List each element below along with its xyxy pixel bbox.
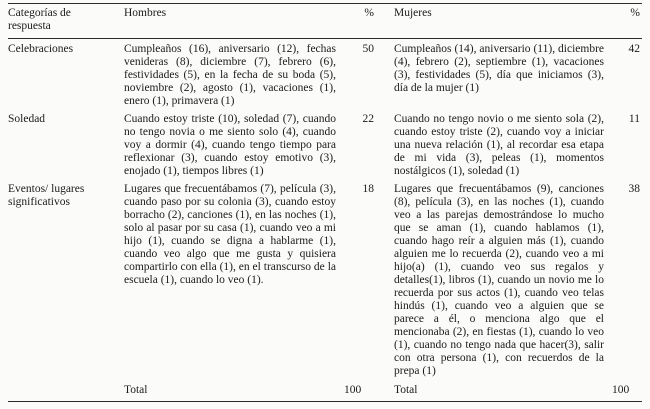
header-hombres: Hombres — [124, 4, 344, 39]
header-mujeres: Mujeres — [376, 4, 612, 39]
mujeres-pct-cell: 11 — [628, 113, 640, 125]
category-cell: Celebraciones — [8, 43, 74, 55]
header-categoria — [8, 4, 124, 39]
table-row-soledad — [8, 109, 642, 179]
category-cell — [8, 379, 124, 402]
mujeres-pct-cell: 42 — [628, 43, 640, 55]
table-row-celebraciones — [8, 39, 642, 110]
header-pct-hombres: % — [344, 4, 376, 39]
header-categoria-label: Categorías de respuesta — [8, 7, 71, 32]
header-row — [8, 4, 642, 39]
header-pct-mujeres: % — [612, 4, 642, 39]
mujeres-cell: Cuando no tengo novio o me siento sola (2), cuando estoy triste (2), cuando voy a iniciar una nueva relación (1), al recordar esa etapa de mi vida (3), peleas (1), momentos nostálgicos (1), soledad (1) — [394, 113, 604, 177]
table-header — [8, 4, 642, 39]
category-cell: Soledad — [8, 113, 46, 125]
hombres-cell: Lugares que frecuentábamos (7), película (3), cuando paso por su colonia (3), cuando estoy borracho (2), canciones (1), en las noches (1), solo al pasar por su casa (1), cuando veo a mi hijo (1), cuando se digna a hablarme (1), cuando veo algo que me gusta y quisiera compartirlo con ella (1), en el transcurso de la escuela (1), cuando lo veo (1). — [124, 183, 336, 286]
hombres-pct-cell: 22 — [362, 113, 374, 125]
mujeres-cell: Cumpleaños (14), aniversario (11), diciembre (4), febrero (2), septiembre (1), vacaciones (3), festividades (5), día que iniciamos (3), día de la mujer (1) — [394, 43, 604, 94]
mujeres-total-pct-cell: 100 — [612, 379, 642, 402]
mujeres-total-label: Total — [376, 379, 612, 402]
response-categories-table — [8, 3, 642, 402]
hombres-cell: Cuando estoy triste (10), soledad (7), cuando no tengo novia o me siento solo (4), cuando voy a dormir (4), cuando tengo tiempo para reflexionar (3), cuando estoy emotivo (3), enojado (1), tiempos libres (1) — [124, 113, 336, 177]
table-body — [8, 39, 642, 402]
hombres-total-pct-cell: 100 — [344, 379, 376, 402]
hombres-total-label: Total — [124, 379, 344, 402]
category-cell: Eventos/ lugares significativos — [8, 183, 85, 208]
mujeres-cell: Lugares que frecuentábamos (9), canciones (8), película (3), en las noches (1), cuando veo a las parejas demostrándose lo mucho que se aman (1), cuando hablamos (1), cuando hago reír a alguien más (1), cuando alguien me lo recuerda (2), cuando veo a mi hijo(a) (1), cuando veo sus regalos y detalles(1), libros (1), cuando un novio me lo recuerda por sus actos (1), cuando veo telas hindús (1), cuando veo a alguien que se parece a él, o menciona algo que el mencionaba (2), en fiestas (1), cuando lo veo (1), cuando no tengo nada que hacer(3), salir con otra persona (1), con recuerdos de la prepa (1) — [394, 183, 604, 377]
hombres-pct-cell: 50 — [362, 43, 374, 55]
mujeres-pct-cell: 38 — [628, 183, 640, 195]
table-row-total — [8, 379, 642, 402]
table-row-eventos-lugares — [8, 179, 642, 379]
hombres-pct-cell: 18 — [362, 183, 374, 195]
hombres-cell: Cumpleaños (16), aniversario (12), fechas venideras (8), diciembre (7), febrero (6), festividades (5), en la fecha de su boda (5), noviembre (2), agosto (1), vacaciones (1), enero (1), primavera (1) — [124, 43, 336, 107]
